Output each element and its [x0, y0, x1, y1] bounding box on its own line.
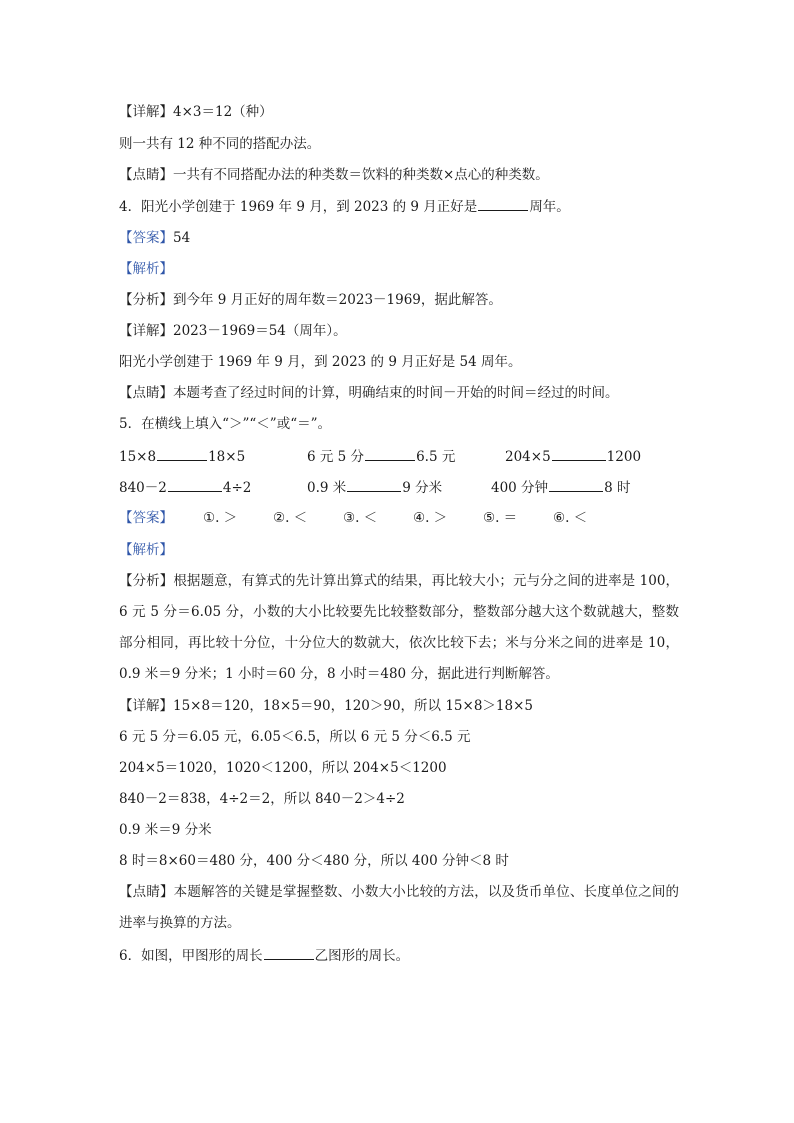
fenxi-text: 到今年 9 月正好的周年数＝2023－1969，据此解答。 — [173, 292, 502, 308]
xiangjie-text: 2023－1969＝54（周年）。 — [173, 323, 347, 339]
answer-blank — [347, 477, 401, 492]
dianjing-text: 本题解答的关键是掌握整数、小数大小比较的方法，以及货币单位、长度单位之间的进率与换算的方法。 — [119, 884, 680, 931]
question-6-suffix: 乙图形的周长。 — [314, 948, 410, 964]
answer-item: ⑤. ＝ — [483, 510, 518, 526]
detail-line-2 — [119, 134, 679, 154]
q5-dianjing-paragraph — [119, 877, 679, 939]
compare-item — [119, 477, 251, 498]
answer-blank — [549, 477, 603, 492]
q5-answer-line — [119, 508, 679, 528]
q4-answer-line — [119, 228, 679, 248]
q4-conclusion-line — [119, 352, 679, 372]
q4-fenxi-line — [119, 290, 679, 310]
dianjing-text: 本题考查了经过时间的计算，明确结束的时间－开始的时间＝经过的时间。 — [173, 385, 619, 401]
question-6-text: 6．如图，甲图形的周长 — [119, 948, 263, 964]
dianjing-line — [119, 165, 679, 185]
left-expr: 204×5 — [505, 449, 551, 465]
right-expr: 4÷2 — [222, 480, 252, 496]
conclusion-text: 阳光小学创建于 1969 年 9 月，到 2023 的 9 月正好是 54 周年。 — [119, 354, 522, 370]
answer-blank — [365, 446, 415, 461]
answer-item: ①. ＞ — [203, 510, 238, 526]
jiexi-tag: 【解析】 — [119, 261, 173, 277]
question-4-suffix: 周年。 — [529, 199, 570, 215]
dianjing-tag: 【点睛】 — [119, 167, 173, 183]
q5-xiangjie-line-4 — [119, 789, 679, 809]
answer-blank — [264, 945, 314, 960]
answer-value: 54 — [173, 230, 191, 246]
detail-line-1 — [119, 102, 679, 122]
compare-item — [491, 477, 630, 498]
answer-blank — [168, 477, 222, 492]
q4-jiexi-line — [119, 259, 679, 279]
answer-item: ②. ＜ — [273, 510, 308, 526]
right-expr: 18×5 — [208, 449, 246, 465]
answer-item: ③. ＜ — [343, 510, 378, 526]
dianjing-tag: 【点睛】 — [119, 385, 173, 401]
question-4 — [119, 196, 679, 217]
q5-xiangjie-line-6 — [119, 851, 679, 871]
xiangjie-text: 6 元 5 分＝6.05 元，6.05＜6.5，所以 6 元 5 分＜6.5 元 — [119, 729, 471, 745]
detail-conclusion: 则一共有 12 种不同的搭配办法。 — [119, 136, 321, 152]
question-5-text: 5．在横线上填入“＞”“＜”或“＝”。 — [119, 416, 331, 432]
xiangjie-tag: 【详解】 — [119, 698, 173, 714]
fenxi-text: 根据题意，有算式的先计算出算式的结果，再比较大小；元与分之间的进率是 100，6 元 5 分＝6.05 分，小数的大小比较要先比较整数部分，整数部分越大这个数就越大，整数部分相同，再比较十分位，十分位大的数就大，依次比较下去；米与分米之间的进率是 10，0.9 米＝9 分米；1 小时＝60 分，8 小时＝480 分，据此进行判断解答。 — [119, 573, 679, 682]
compare-item — [307, 477, 442, 498]
q4-xiangjie-line — [119, 321, 679, 341]
q5-row-1 — [119, 446, 679, 466]
detail-text: 4×3＝12（种） — [173, 104, 273, 120]
answer-item: ⑥. ＜ — [553, 510, 588, 526]
jiexi-tag: 【解析】 — [119, 542, 173, 558]
left-expr: 6 元 5 分 — [307, 449, 365, 465]
fenxi-tag: 【分析】 — [119, 573, 174, 589]
xiangjie-text: 8 时＝8×60＝480 分，400 分＜480 分，所以 400 分钟＜8 时 — [119, 853, 509, 869]
answer-tag: 【答案】 — [119, 230, 173, 246]
dianjing-text: 一共有不同搭配办法的种类数＝饮料的种类数×点心的种类数。 — [173, 167, 549, 183]
left-expr: 15×8 — [119, 449, 157, 465]
detail-tag: 【详解】 — [119, 104, 173, 120]
right-expr: 1200 — [606, 449, 642, 465]
left-expr: 0.9 米 — [307, 480, 347, 496]
q5-xiangjie-line-2 — [119, 727, 679, 747]
xiangjie-text: 204×5＝1020，1020＜1200，所以 204×5＜1200 — [119, 760, 447, 776]
left-expr: 400 分钟 — [491, 480, 549, 496]
question-6 — [119, 945, 679, 966]
left-expr: 840－2 — [119, 480, 167, 496]
compare-item — [307, 446, 455, 467]
q5-row-2 — [119, 477, 679, 497]
answer-tag: 【答案】 — [119, 510, 173, 526]
q4-dianjing-line — [119, 383, 679, 403]
answer-blank — [552, 446, 606, 461]
xiangjie-text: 0.9 米＝9 分米 — [119, 822, 212, 838]
question-5 — [119, 414, 679, 434]
q5-fenxi-paragraph — [119, 566, 679, 690]
q5-xiangjie-line-1 — [119, 696, 679, 716]
xiangjie-tag: 【详解】 — [119, 323, 173, 339]
xiangjie-text: 15×8＝120，18×5＝90，120＞90，所以 15×8＞18×5 — [173, 698, 533, 714]
compare-item — [119, 446, 245, 467]
right-expr: 6.5 元 — [416, 449, 456, 465]
dianjing-tag: 【点睛】 — [119, 884, 174, 900]
xiangjie-text: 840－2＝838，4÷2＝2，所以 840－2＞4÷2 — [119, 791, 405, 807]
right-expr: 9 分米 — [402, 480, 443, 496]
answer-blank — [157, 446, 207, 461]
answer-blank — [478, 196, 528, 211]
right-expr: 8 时 — [604, 480, 631, 496]
q5-xiangjie-line-5 — [119, 820, 679, 840]
compare-item — [505, 446, 641, 467]
q5-xiangjie-line-3 — [119, 758, 679, 778]
question-4-text: 4．阳光小学创建于 1969 年 9 月，到 2023 的 9 月正好是 — [119, 199, 478, 215]
fenxi-tag: 【分析】 — [119, 292, 173, 308]
q5-jiexi-line — [119, 540, 679, 560]
answer-item: ④. ＞ — [413, 510, 448, 526]
